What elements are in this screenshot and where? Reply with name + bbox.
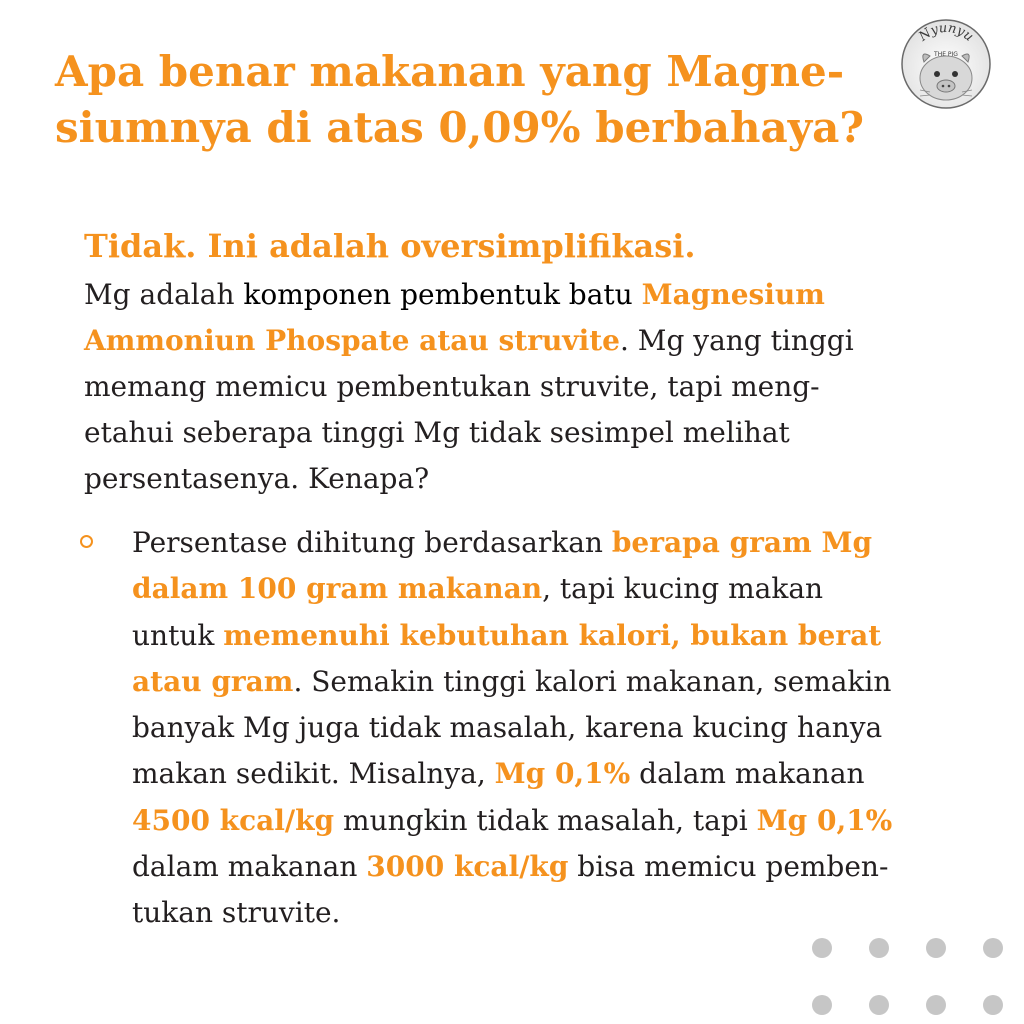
intro-line: [84, 272, 914, 318]
intro-highlight: Ammoniun Phospate atau struvite: [84, 324, 620, 357]
logo-subtext: THE PIG: [934, 51, 958, 58]
bullet-paragraph: [132, 520, 982, 937]
intro-paragraph: [84, 272, 914, 502]
decorative-dot: [983, 938, 1003, 958]
bullet-highlight: 4500 kcal/kg: [132, 803, 335, 837]
intro-line: etahui seberapa tinggi Mg tidak sesimpel melihat: [84, 416, 790, 449]
decorative-dot: [926, 995, 946, 1015]
bullet-line: [132, 613, 982, 659]
answer-heading: Tidak. Ini adalah oversimplifikasi.: [84, 227, 696, 265]
intro-text: komponen pembentuk batu: [243, 278, 642, 311]
bullet-text: mungkin tidak masalah, tapi: [334, 803, 757, 837]
bullet-text: bisa memicu pemben-: [568, 850, 889, 884]
title-line-2: siumnya di atas 0,09% berbahaya?: [55, 103, 864, 152]
bullet-line: [132, 659, 982, 705]
bullet-text: Persentase dihitung berdasarkan: [132, 526, 612, 559]
bullet-line: [132, 751, 982, 797]
bullet-circle-icon: [80, 535, 93, 548]
bullet-text: makan sedikit. Misalnya,: [132, 757, 495, 791]
decorative-dot-grid: [810, 938, 1010, 1018]
bullet-line: [132, 798, 982, 844]
bullet-text: . Semakin tinggi kalori makanan, semakin: [293, 664, 892, 698]
pig-logo-icon: [900, 18, 992, 110]
bullet-text: dalam makanan: [630, 757, 865, 791]
bullet-highlight: Mg 0,1%: [756, 803, 893, 837]
bullet-line: banyak Mg juga tidak masalah, karena kucing hanya: [132, 711, 883, 745]
bullet-highlight: 3000 kcal/kg: [366, 850, 569, 884]
intro-line: persentasenya. Kenapa?: [84, 462, 430, 495]
decorative-dot: [812, 938, 832, 958]
bullet-line: [132, 520, 982, 566]
bullet-text: untuk: [132, 618, 224, 652]
intro-line: memang memicu pembentukan struvite, tapi meng-: [84, 370, 820, 403]
page-title: [55, 44, 895, 156]
intro-highlight: Magnesium: [641, 278, 825, 311]
nyunyu-pig-logo: [900, 18, 992, 110]
bullet-highlight: atau gram: [132, 664, 294, 698]
bullet-highlight: dalam 100 gram makanan: [132, 572, 543, 606]
intro-text: . Mg yang tinggi: [619, 324, 854, 357]
bullet-highlight: Mg 0,1%: [494, 757, 631, 791]
bullet-text: , tapi kucing makan: [542, 572, 824, 606]
bullet-line: [132, 566, 982, 612]
logo-text: Nyunyu: [916, 20, 976, 45]
decorative-dot: [869, 938, 889, 958]
intro-text: Mg adalah: [84, 278, 244, 311]
bullet-line: [132, 844, 982, 890]
decorative-dot: [869, 995, 889, 1015]
title-line-1: Apa benar makanan yang Magne-: [55, 47, 845, 96]
decorative-dot: [983, 995, 1003, 1015]
decorative-dot: [812, 995, 832, 1015]
intro-line: [84, 318, 914, 364]
bullet-highlight: memenuhi kebutuhan kalori, bukan berat: [223, 618, 882, 652]
decorative-dot: [926, 938, 946, 958]
bullet-line: tukan struvite.: [132, 896, 341, 930]
bullet-highlight: berapa gram Mg: [611, 526, 873, 559]
bullet-text: dalam makanan: [132, 850, 367, 884]
